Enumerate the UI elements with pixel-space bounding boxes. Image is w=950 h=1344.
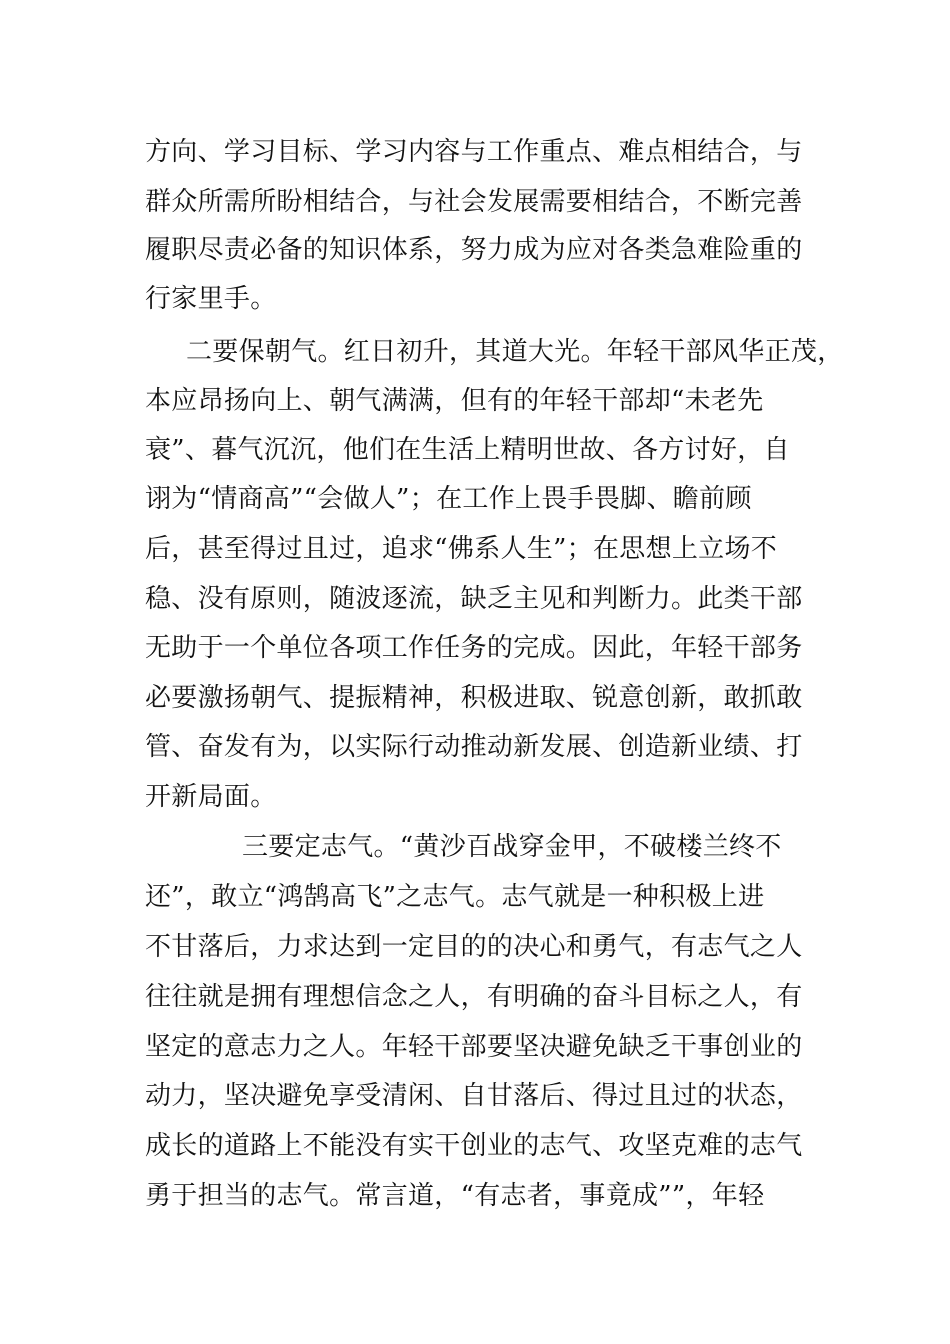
- text-line: 方向、学习目标、学习内容与工作重点、难点相结合，与: [145, 137, 803, 167]
- text-line: 成长的道路上不能没有实干创业的志气、攻坚克难的志气: [145, 1131, 803, 1161]
- text-line: 行家里手。: [145, 284, 277, 314]
- text-line: 管、奋发有为，以实际行动推动新发展、创造新业绩、打: [145, 732, 803, 762]
- text-line: 往往就是拥有理想信念之人，有明确的奋斗目标之人，有: [145, 982, 803, 1012]
- text-line: 无助于一个单位各项工作任务的完成。因此，年轻干部务: [145, 633, 803, 663]
- text-line: 本应昂扬向上、朝气满满，但有的年轻干部却“未老先: [145, 386, 764, 416]
- text-line: 诩为“情商高”“会做人”；在工作上畏手畏脚、瞻前顾: [145, 484, 752, 514]
- text-line: 不甘落后，力求达到一定目的的决心和勇气，有志气之人: [145, 932, 803, 962]
- text-line: 群众所需所盼相结合，与社会发展需要相结合，不断完善: [145, 187, 803, 217]
- text-line: 后，甚至得过且过，追求“佛系人生”；在思想上立场不: [145, 534, 778, 564]
- text-line: 还”，敢立“鸿鹄高飞”之志气。志气就是一种积极上进: [145, 882, 765, 912]
- paragraph-3-first-line: 三要定志气。“黄沙百战穿金甲，不破楼兰终不: [242, 832, 782, 862]
- text-line: 开新局面。: [145, 782, 277, 812]
- text-line: 必要激扬朝气、提振精神，积极进取、锐意创新，敢抓敢: [145, 683, 803, 713]
- paragraph-2-first-line: 二要保朝气。红日初升，其道大光。年轻干部风华正茂，: [186, 337, 844, 367]
- text-line: 稳、没有原则，随波逐流，缺乏主见和判断力。此类干部: [145, 584, 803, 614]
- text-line: 履职尽责必备的知识体系，努力成为应对各类急难险重的: [145, 235, 803, 265]
- text-line: 衰”、暮气沉沉，他们在生活上精明世故、各方讨好，自: [145, 435, 790, 465]
- text-line: 勇于担当的志气。常言道，“有志者，事竟成””，年轻: [145, 1181, 765, 1211]
- text-line: 动力，坚决避免享受清闲、自甘落后、得过且过的状态，: [145, 1081, 803, 1111]
- text-line: 坚定的意志力之人。年轻干部要坚决避免缺乏干事创业的: [145, 1032, 803, 1062]
